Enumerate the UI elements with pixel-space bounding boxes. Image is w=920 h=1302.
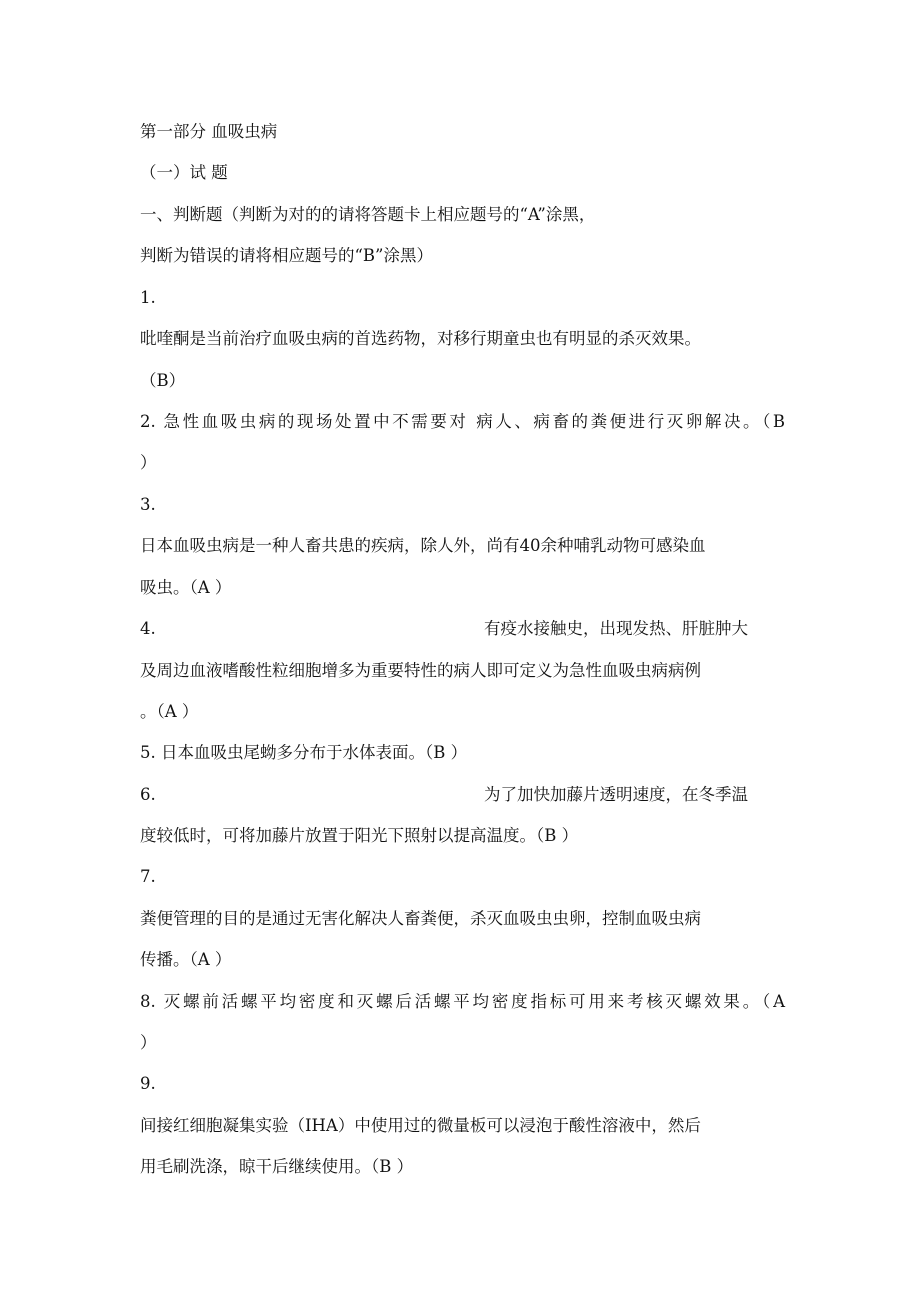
question-2-text: 2. 急性血吸虫病的现场处置中不需要对 病人、病畜的粪便进行灭卵解决。（B: [140, 412, 785, 431]
section-title: （一）试 题: [140, 163, 228, 182]
question-1-number: 1.: [140, 288, 156, 307]
question-5-text: 5. 日本血吸虫尾蚴多分布于水体表面。（B ）: [140, 743, 468, 762]
question-9-answer: 用毛刷洗涤，晾干后继续使用。（B ）: [140, 1157, 414, 1176]
question-1-answer: （B）: [140, 371, 186, 390]
question-3-number: 3.: [140, 495, 156, 514]
question-3-text: 日本血吸虫病是一种人畜共患的疾病，除人外，尚有40余种哺乳动物可感染血: [140, 536, 706, 555]
question-7-number: 7.: [140, 867, 156, 886]
instruction-line-1: 一、判断题（判断为对的的请将答题卡上相应题号的“A”涂黑，: [140, 205, 596, 224]
instruction-line-2: 判断为错误的请将相应题号的“B”涂黑）: [140, 246, 433, 265]
question-2-answer: ）: [140, 453, 157, 472]
question-9-number: 9.: [140, 1074, 156, 1093]
question-1-text: 吡喹酮是当前治疗血吸虫病的首选药物，对移行期童虫也有明显的杀灭效果。: [140, 329, 701, 348]
question-8-text: 8. 灭螺前活螺平均密度和灭螺后活螺平均密度指标可用来考核灭螺效果。（A: [140, 992, 785, 1011]
part-title: 第一部分 血吸虫病: [140, 122, 278, 141]
question-6-text-start: 为了加快加藤片透明速度，在冬季温: [484, 785, 748, 804]
question-4-answer: 。（A ）: [140, 702, 199, 721]
question-6-number: 6.: [140, 785, 156, 804]
question-4-text-start: 有疫水接触史，出现发热、肝脏肿大: [484, 619, 748, 638]
question-8-answer: ）: [140, 1033, 157, 1052]
question-7-text: 粪便管理的目的是通过无害化解决人畜粪便，杀灭血吸虫虫卵，控制血吸虫病: [140, 909, 701, 928]
question-4-text: 及周边血液嗜酸性粒细胞增多为重要特性的病人即可定义为急性血吸虫病病例: [140, 661, 701, 680]
question-9-text: 间接红细胞凝集实验（IHA）中使用过的微量板可以浸泡于酸性溶液中，然后: [140, 1116, 701, 1135]
question-3-answer: 吸虫。（A ）: [140, 578, 232, 597]
question-4-number: 4.: [140, 619, 156, 638]
question-7-answer: 传播。（A ）: [140, 950, 232, 969]
question-6-text: 度较低时，可将加藤片放置于阳光下照射以提高温度。（B ）: [140, 826, 579, 845]
